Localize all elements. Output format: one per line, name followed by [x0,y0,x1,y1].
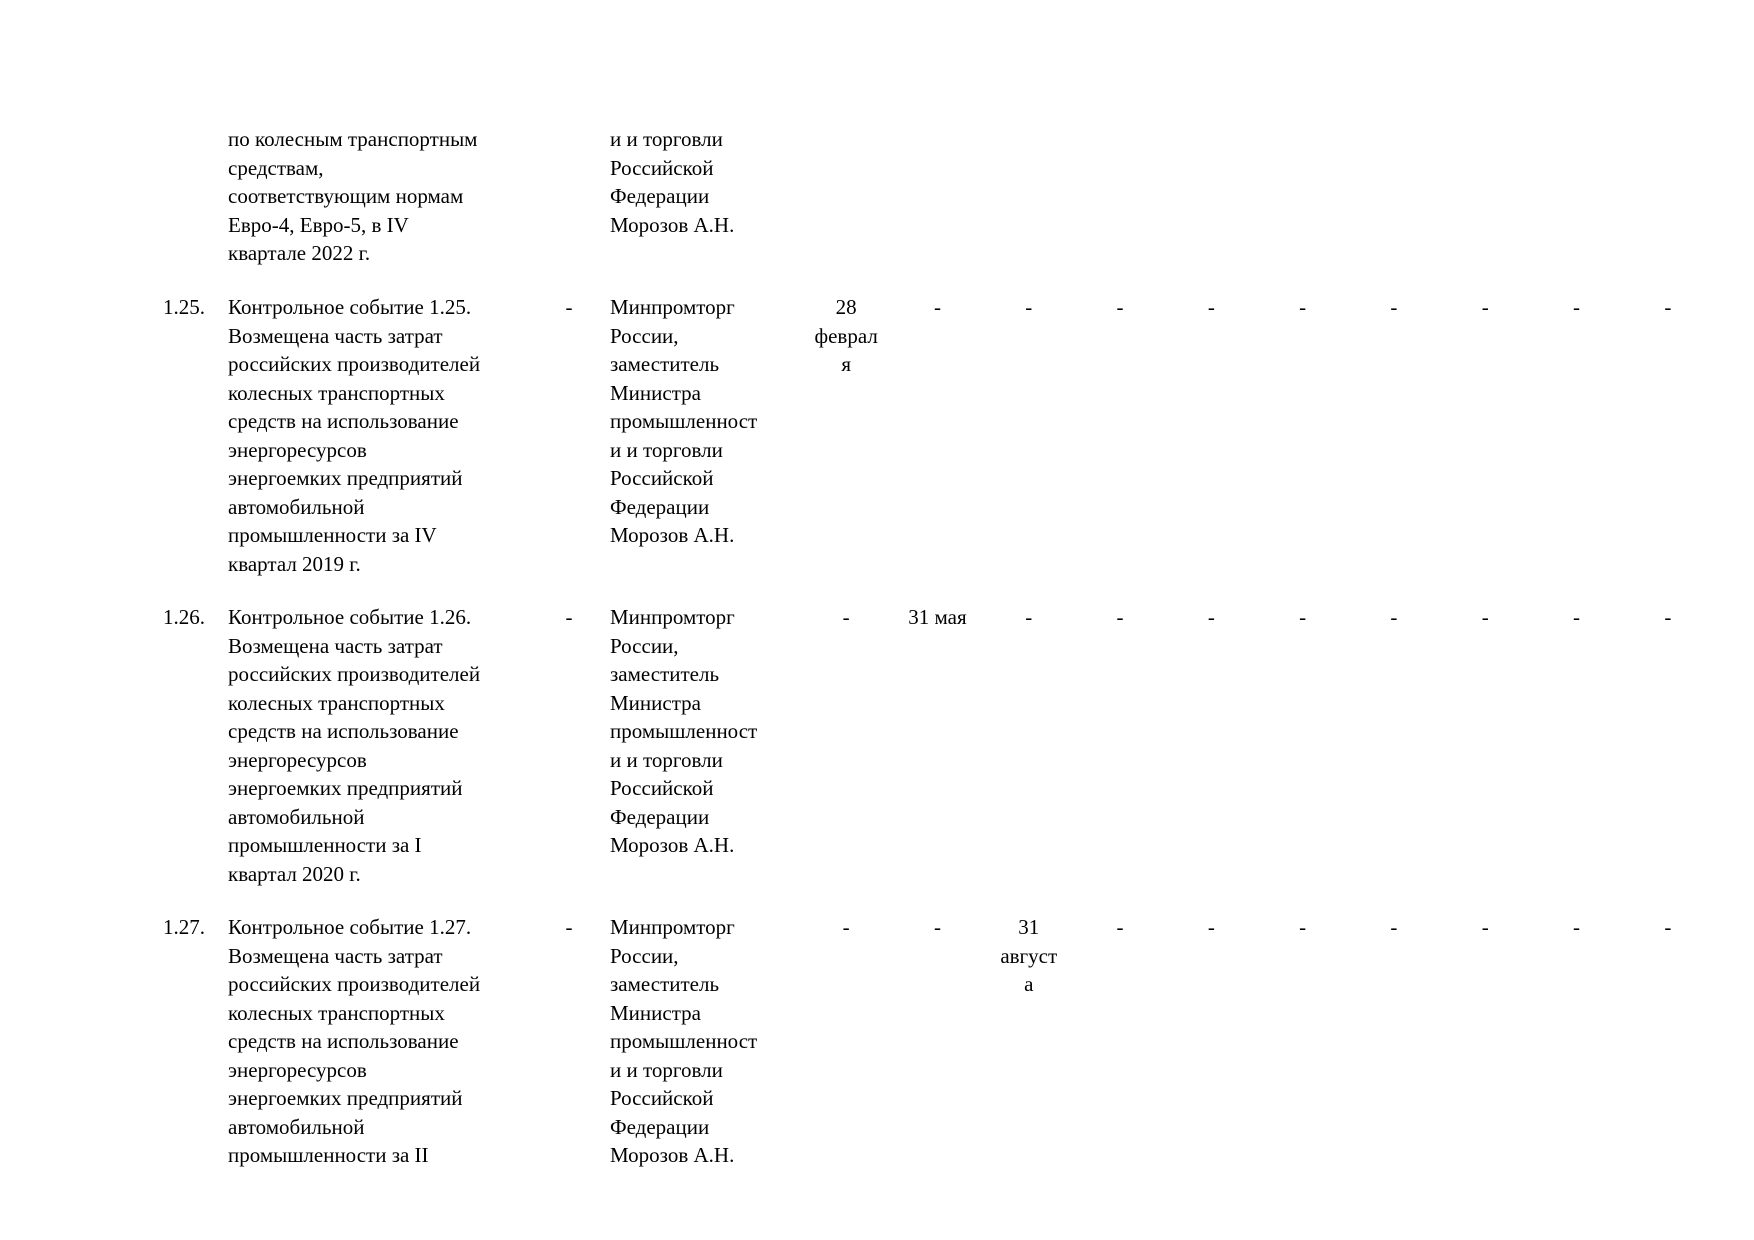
status-dash: - [565,915,573,939]
description-line: колесных транспортных [228,1000,445,1025]
status-dash-cell [548,293,590,322]
date-line: я [841,352,851,376]
executor-line: России, [610,323,679,348]
responsible-executor-cell [590,293,801,550]
date-line: - [1573,915,1581,939]
description-line: энергоресурсов [228,437,367,462]
executor-line: заместитель [610,352,720,376]
executor-line: Российской [610,155,714,180]
date-cell [1257,603,1348,632]
date-line: - [1299,915,1307,939]
executor-line: Министра [610,380,701,405]
executor-line: России, [610,943,679,968]
date-cell [983,603,1074,632]
date-cell [1074,913,1165,942]
description-line: российских производителей [228,352,481,376]
row-number-cell [140,293,228,322]
date-line: - [1481,295,1489,319]
description-line: Контрольное событие 1.26. [228,605,472,629]
executor-line: Минпромторг [610,295,735,319]
date-line: - [1116,295,1124,319]
date-cell [983,293,1074,322]
executor-line: Федерации [610,804,710,829]
status-dash: - [565,295,573,319]
event-description-cell [228,293,548,578]
description-line: автомобильной [228,804,365,829]
description-line: промышленности за I [228,833,422,857]
date-cell [1440,125,1531,126]
executor-line: Морозов А.Н. [610,523,735,547]
date-line: - [1207,605,1215,629]
date-cell [1166,913,1257,942]
executor-line: Российской [610,1086,714,1110]
executor-line: промышленност [610,1029,758,1053]
description-line: российских производителей [228,972,481,996]
date-line: 31 мая [908,605,967,629]
date-cell [1622,293,1713,322]
date-cell [1166,603,1257,632]
date-cell [983,125,1074,126]
description-line: энергоресурсов [228,1057,367,1082]
table-row [140,603,1713,888]
description-line: энергоемких предприятий [228,1086,463,1110]
date-line: - [1390,915,1398,939]
date-line: - [1299,295,1307,319]
date-line: - [1299,605,1307,629]
date-line: - [1481,605,1489,629]
date-line: - [1664,295,1672,319]
date-cell [1257,293,1348,322]
table-row [140,293,1713,578]
description-line: Контрольное событие 1.25. [228,295,472,319]
date-line: а [1024,972,1034,996]
executor-line: и и торговли [610,747,723,772]
date-cell [1531,603,1622,632]
description-line: Возмещена часть затрат [228,323,443,348]
date-cell [801,603,892,632]
date-line: - [1390,605,1398,629]
description-line: квартал 2020 г. [228,861,361,886]
status-dash-cell [548,913,590,942]
description-line: энергоемких предприятий [228,776,463,800]
description-line: Возмещена часть затрат [228,943,443,968]
date-cell [892,125,983,126]
event-description-cell [228,913,548,1170]
date-line: - [1573,295,1581,319]
date-cell [1348,913,1439,942]
executor-line: и и торговли [610,437,723,462]
date-line: - [1116,605,1124,629]
status-dash-cell [548,603,590,632]
description-line: автомобильной [228,1114,365,1139]
description-line: российских производителей [228,662,481,686]
description-line: энергоемких предприятий [228,466,463,490]
description-line: автомобильной [228,494,365,519]
executor-line: заместитель [610,972,720,996]
description-line: квартал 2019 г. [228,551,361,576]
date-line: - [1664,605,1672,629]
executor-line: и и торговли [610,127,723,151]
date-line: - [1207,915,1215,939]
date-line: - [1116,915,1124,939]
row-number: 1.26. [163,605,205,629]
date-cell [801,125,892,126]
description-line: средств на использование [228,719,459,743]
row-number: 1.25. [163,295,205,319]
executor-line: Российской [610,776,714,800]
date-cell [1348,603,1439,632]
description-line: соответствующим нормам [228,184,464,208]
description-line: Евро-4, Евро-5, в IV [228,212,409,237]
responsible-executor-cell [590,125,801,239]
row-number: 1.27. [163,915,205,939]
responsible-executor-cell [590,913,801,1170]
description-line: средствам, [228,155,324,180]
date-cell [1440,293,1531,322]
executor-line: Минпромторг [610,915,735,939]
responsible-executor-cell [590,603,801,860]
date-line: 28 [835,295,857,319]
date-cell [801,293,892,379]
date-cell [1074,125,1165,126]
executor-line: промышленност [610,719,758,743]
date-cell [1531,293,1622,322]
status-dash: - [565,605,573,629]
date-line: - [933,295,941,319]
date-line: - [1481,915,1489,939]
executor-line: Министра [610,1000,701,1025]
date-cell [983,913,1074,999]
executor-line: Морозов А.Н. [610,1143,735,1167]
executor-line: Федерации [610,494,710,519]
description-line: Возмещена часть затрат [228,633,443,658]
executor-line: Федерации [610,1114,710,1139]
date-cell [1074,603,1165,632]
date-line: - [1207,295,1215,319]
description-line: Контрольное событие 1.27. [228,915,472,939]
date-line: - [1390,295,1398,319]
date-line: феврал [814,323,878,348]
description-line: квартале 2022 г. [228,241,371,265]
date-cell [892,293,983,322]
executor-line: заместитель [610,662,720,686]
date-line: 31 [1018,915,1040,939]
date-cell [801,913,892,942]
description-line: промышленности за IV [228,523,437,547]
description-line: промышленности за II [228,1143,429,1167]
executor-line: Министра [610,690,701,715]
date-cell [1440,603,1531,632]
date-cell [1348,293,1439,322]
executor-line: промышленност [610,409,758,433]
date-cell [1622,125,1713,126]
date-line: - [1025,295,1033,319]
executor-line: и и торговли [610,1057,723,1082]
date-line: - [1025,605,1033,629]
date-line: - [933,915,941,939]
description-line: энергоресурсов [228,747,367,772]
description-line: по колесным транспортным [228,127,478,151]
row-number-cell [140,913,228,942]
date-line: - [1573,605,1581,629]
executor-line: Морозов А.Н. [610,833,735,857]
table-row [140,125,1713,268]
date-cell [1531,125,1622,126]
table-row [140,913,1713,1170]
status-dash-cell [548,125,590,126]
date-line: август [1000,943,1058,968]
date-cell [1166,293,1257,322]
event-description-cell [228,603,548,888]
executor-line: России, [610,633,679,658]
date-cell [1257,913,1348,942]
date-line: - [842,915,850,939]
date-cell [1348,125,1439,126]
date-cell [1166,125,1257,126]
date-cell [1531,913,1622,942]
row-number-cell [140,603,228,632]
date-cell [892,913,983,942]
event-description-cell [228,125,548,268]
row-number-cell [140,125,228,126]
date-line: - [1664,915,1672,939]
executor-line: Российской [610,466,714,490]
description-line: средств на использование [228,1029,459,1053]
date-line: - [842,605,850,629]
executor-line: Минпромторг [610,605,735,629]
date-cell [1074,293,1165,322]
description-line: колесных транспортных [228,380,445,405]
date-cell [1622,603,1713,632]
description-line: средств на использование [228,409,459,433]
executor-line: Морозов А.Н. [610,212,735,237]
date-cell [1440,913,1531,942]
date-cell [1622,913,1713,942]
executor-line: Федерации [610,184,710,208]
description-line: колесных транспортных [228,690,445,715]
date-cell [892,603,983,632]
date-cell [1257,125,1348,126]
